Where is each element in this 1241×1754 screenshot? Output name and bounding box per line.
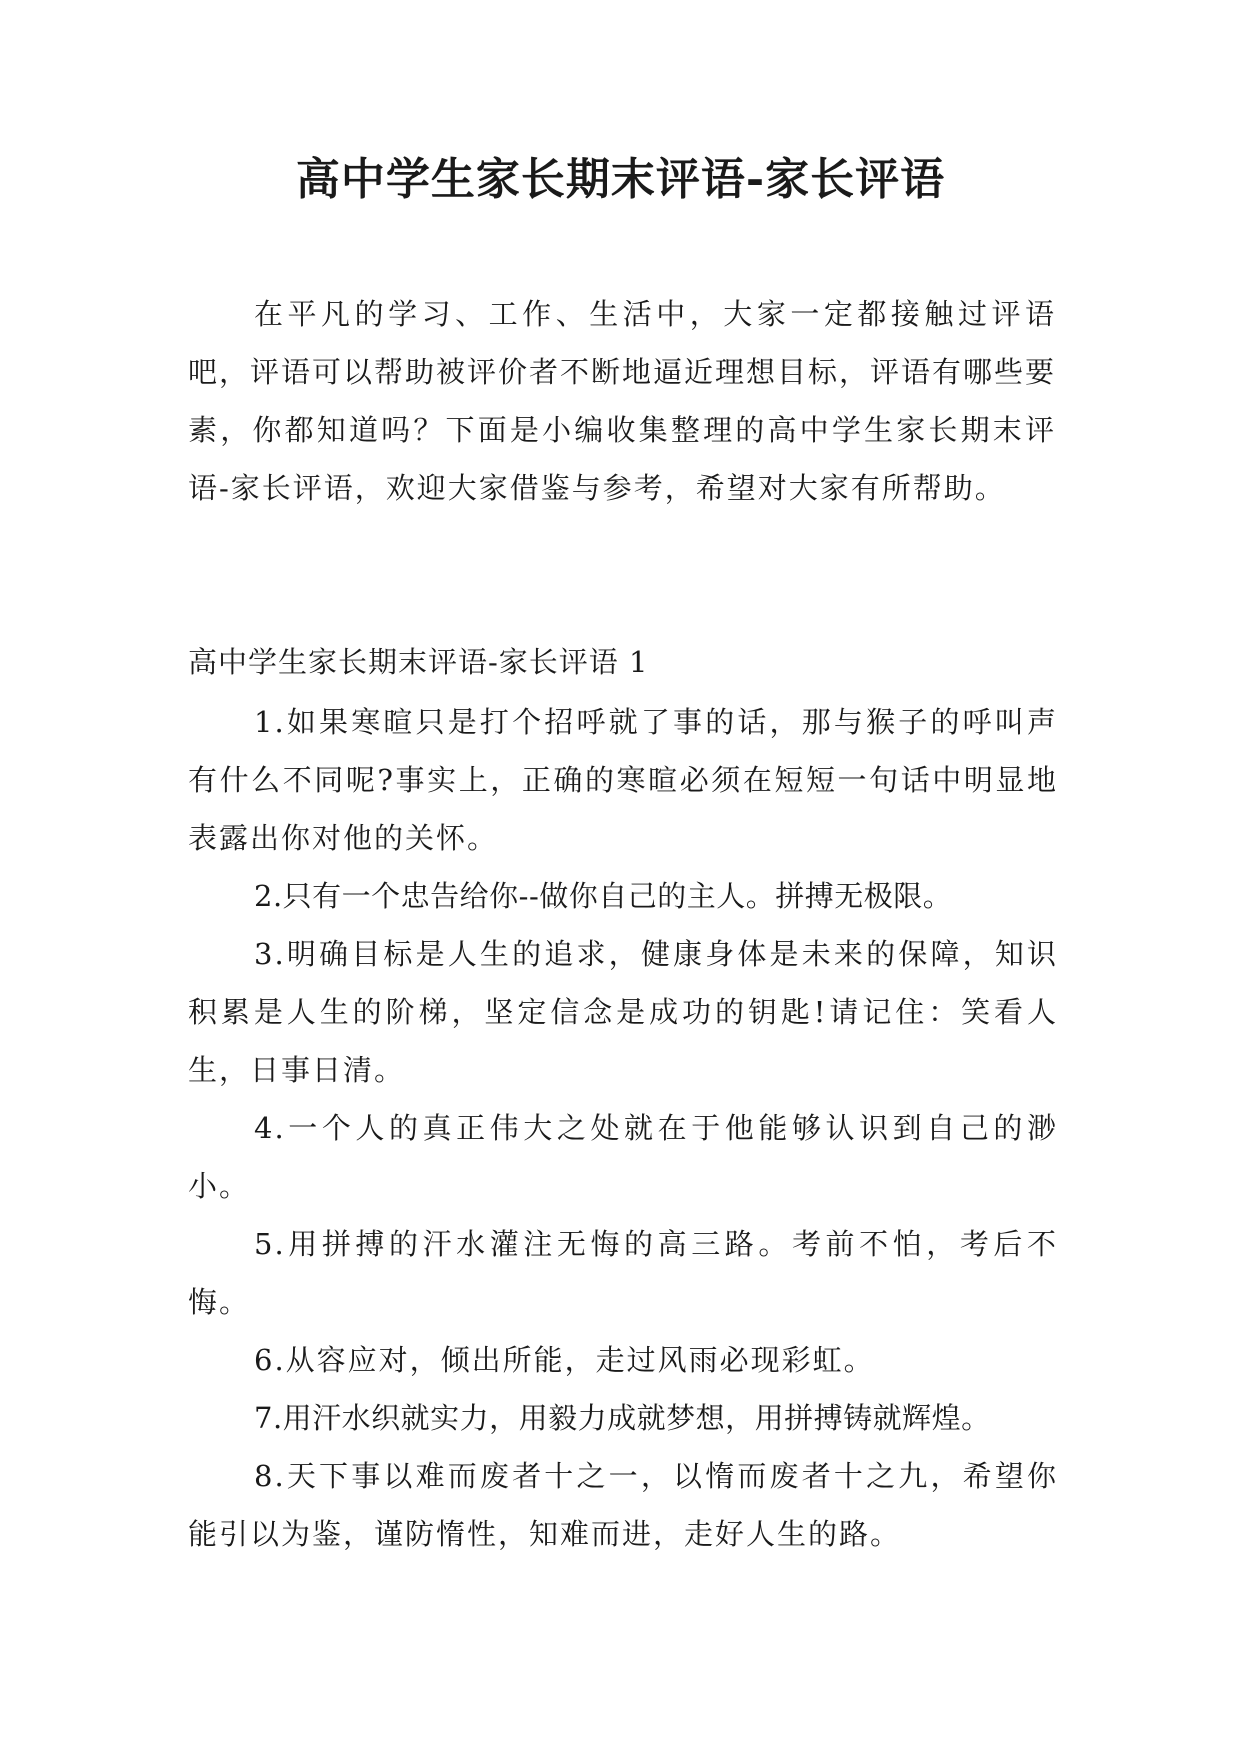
list-item: 8.天下事以难而废者十之一，以惰而废者十之九，希望你能引以为鉴，谨防惰性，知难而进，走好人生的路。 bbox=[188, 1459, 1058, 1551]
list-item: 4.一个人的真正伟大之处就在于他能够认识到自己的渺小。 bbox=[188, 1111, 1058, 1203]
list-item: 2.只有一个忠告给你--做你自己的主人。拼搏无极限。 bbox=[254, 879, 953, 913]
intro-paragraph: 在平凡的学习、工作、生活中，大家一定都接触过评语吧，评语可以帮助被评价者不断地逼近理想目标，评语有哪些要素，你都知道吗？下面是小编收集整理的高中学生家长期末评语-家长评语，欢迎大家借鉴与参考，希望对大家有所帮助。 bbox=[188, 297, 1057, 505]
list-item: 6.从容应对，倾出所能，走过风雨必现彩虹。 bbox=[254, 1343, 875, 1377]
section-heading: 高中学生家长期末评语-家长评语 1 bbox=[188, 645, 649, 679]
list-item: 3.明确目标是人生的追求，健康身体是未来的保障，知识积累是人生的阶梯，坚定信念是成功的钥匙!请记住：笑看人生，日事日清。 bbox=[188, 937, 1058, 1087]
comment-list bbox=[188, 693, 1058, 1563]
list-item: 5.用拼搏的汗水灌注无悔的高三路。考前不怕，考后不悔。 bbox=[188, 1227, 1058, 1319]
list-item: 1.如果寒暄只是打个招呼就了事的话，那与猴子的呼叫声有什么不同呢?事实上，正确的寒暄必须在短短一句话中明显地表露出你对他的关怀。 bbox=[188, 705, 1058, 855]
document-title: 高中学生家长期末评语-家长评语 bbox=[295, 154, 946, 205]
list-item: 7.用汗水织就实力，用毅力成就梦想，用拼搏铸就辉煌。 bbox=[254, 1401, 991, 1435]
